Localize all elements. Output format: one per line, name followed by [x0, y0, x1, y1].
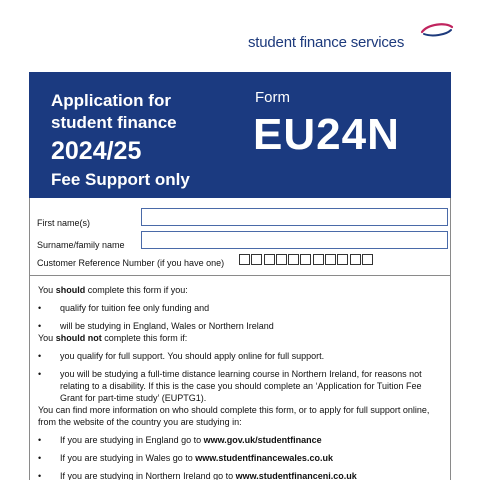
personal-details-section: [29, 198, 451, 276]
england-link[interactable]: www.gov.uk/studentfinance: [203, 435, 322, 445]
crn-digit-box[interactable]: [251, 254, 262, 265]
list-item: • you will be studying a full-time distance learning course in Northern Ireland, for reasons not relating to a disability. If this is the case you should complete an ‘Application for Tuition Fee Grant for part-time study’ (EUPTG1).: [38, 369, 422, 403]
should-list: [38, 302, 442, 332]
crn-digit-box[interactable]: [350, 254, 361, 265]
bullet-icon: •: [38, 321, 42, 331]
crn-digit-box[interactable]: [276, 254, 287, 265]
list-item: • If you are studying in England go to www.gov.uk/studentfinance: [38, 435, 322, 445]
bullet-icon: •: [38, 369, 42, 379]
header-title-line2: student finance: [51, 113, 177, 132]
crn-input-boxes[interactable]: [239, 254, 374, 265]
eligibility-info-section: [29, 276, 451, 480]
crn-digit-box[interactable]: [362, 254, 373, 265]
crn-digit-box[interactable]: [313, 254, 324, 265]
form-label: Form: [255, 89, 290, 106]
bullet-icon: •: [38, 453, 42, 463]
northern-ireland-link[interactable]: www.studentfinanceni.co.uk: [235, 471, 357, 480]
bullet-icon: •: [38, 351, 42, 361]
bullet-icon: •: [38, 471, 42, 480]
header-subtitle: Fee Support only: [51, 170, 190, 189]
list-item: • qualify for tuition fee only funding and: [38, 303, 210, 313]
list-item: • will be studying in England, Wales or Northern Ireland: [38, 321, 274, 331]
brand-name: student finance services: [248, 34, 405, 51]
crn-label: Customer Reference Number (if you have one): [37, 258, 225, 268]
form-code: EU24N: [253, 110, 400, 159]
should-intro: You should complete this form if you:: [38, 285, 188, 295]
brand-logo: [246, 22, 446, 54]
surname-field[interactable]: [141, 231, 448, 249]
header-title-line1: Application for: [51, 91, 171, 110]
first-name-field[interactable]: [141, 208, 448, 226]
form-header: [29, 72, 451, 198]
header-year: 2024/25: [51, 137, 142, 165]
crn-digit-box[interactable]: [239, 254, 250, 265]
list-item: • If you are studying in Wales go to www.studentfinancewales.co.uk: [38, 453, 333, 463]
list-item: • you qualify for full support. You should apply online for full support.: [38, 351, 325, 361]
crn-digit-box[interactable]: [300, 254, 311, 265]
bullet-icon: •: [38, 435, 42, 445]
more-info-text: You can find more information on who should complete this form, or to apply for full support online, from the website of the country you are studying in:: [38, 405, 430, 427]
country-links-list: [38, 434, 442, 480]
logo-swoosh-icon: [420, 22, 454, 38]
crn-digit-box[interactable]: [288, 254, 299, 265]
crn-digit-box[interactable]: [325, 254, 336, 265]
first-name-label: First name(s): [37, 218, 91, 228]
should-not-intro: You should not complete this form if:: [38, 333, 188, 343]
crn-digit-box[interactable]: [264, 254, 275, 265]
crn-digit-box[interactable]: [337, 254, 348, 265]
wales-link[interactable]: www.studentfinancewales.co.uk: [195, 453, 333, 463]
list-item: • If you are studying in Northern Ireland go to www.studentfinanceni.co.uk: [38, 471, 357, 480]
should-not-list: [38, 350, 442, 404]
surname-label: Surname/family name: [37, 240, 125, 250]
bullet-icon: •: [38, 303, 42, 313]
